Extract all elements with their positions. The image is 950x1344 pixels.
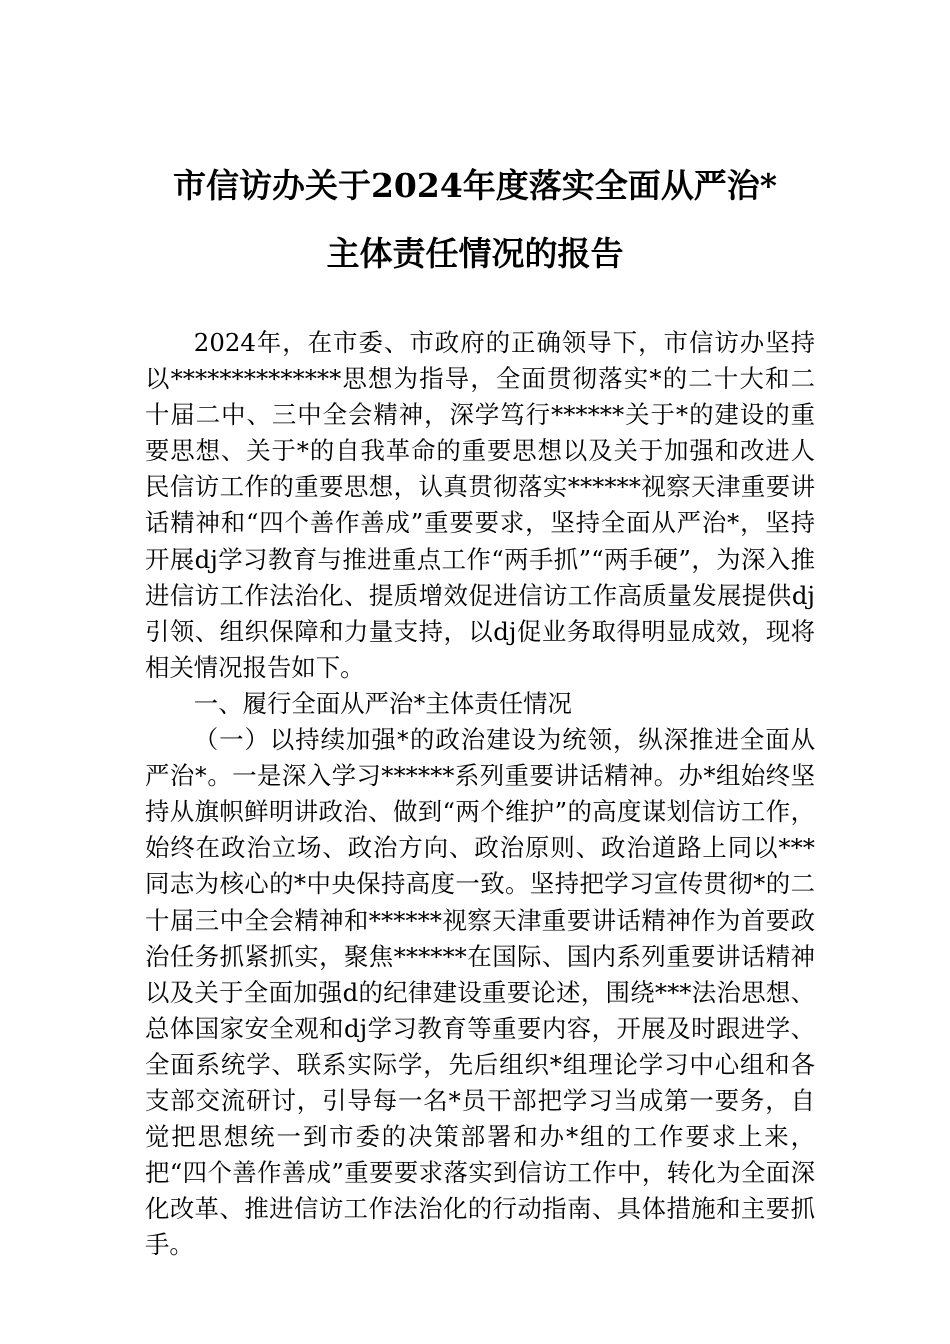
section-heading-1: 一、履行全面从严治*主体责任情况 [193,688,572,718]
subsection-1-lead: （一）以持续加强*的政治建设为统领，纵深推进全面从严治*。 [145,725,815,791]
subsection-1-body: 一是深入学习******系列重要讲话精神。办*组始终坚持从旗帜鲜明讲政治、做到“两个维护”的高度谋划信访工作，始终在政治立场、政治方向、政治原则、政治道路上同以***同志为核心的*中央保持高度一致。坚持把学习宣传贯彻*的二十届三中全会精神和******视察天津重要讲话精神作为首要政治任务抓紧抓实，聚焦******在国际、国内系列重要讲话精神以及关于全面加强d的纪律建设重要论述，围绕***法治思想、总体国家安全观和dj学习教育等重要内容，开展及时跟进学、全面系统学、联系实际学，先后组织*组理论学习中心组和各支部交流研讨，引导每一名*员干部把学习当成第一要务，自觉把思想统一到市委的决策部署和办*组的工作要求上来，把“四个善作善成”重要要求落实到信访工作中，转化为全面深化改革、推进信访工作法治化的行动指南、具体措施和主要抓手。 [145,761,815,1260]
document-title-line-2: 主体责任情况的报告 [326,234,624,273]
document-body [145,325,815,1263]
intro-paragraph: 2024年，在市委、市政府的正确领导下，市信访办坚持以**************思想为指导，全面贯彻落实*的二十大和二十届二中、三中全会精神，深学笃行******关于*的建设的重要思想、关于*的自我革命的重要思想以及关于加强和改进人民信访工作的重要思想，认真贯彻落实******视察天津重要讲话精神和“四个善作善成”重要要求，坚持全面从严治*，坚持开展dj学习教育与推进重点工作“两手抓”“两手硬”，为深入推进信访工作法治化、提质增效促进信访工作高质量发展提供dj引领、组织保障和力量支持，以dj促业务取得明显成效，现将相关情况报告如下。 [145,328,815,682]
subsection-1-paragraph [145,722,815,1263]
document-title-line-1: 市信访办关于2024年度落实全面从严治* [172,166,778,205]
